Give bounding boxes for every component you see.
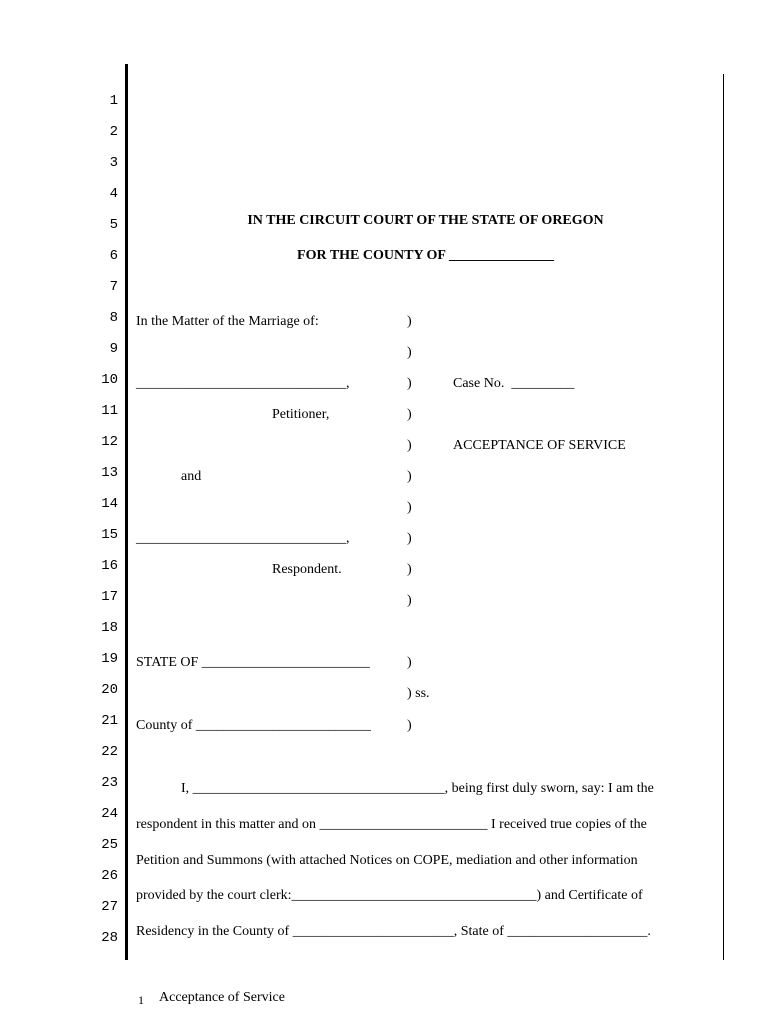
line-number: 23 (101, 775, 118, 791)
caption-paren: ) (407, 376, 412, 391)
line-number: 25 (101, 837, 118, 853)
line-number: 3 (109, 155, 118, 171)
respondent-name-blank: ______________________________, (136, 531, 350, 546)
case-number: Case No. _________ (453, 376, 575, 391)
line-number: 5 (109, 217, 118, 233)
caption-paren: ) (407, 438, 412, 453)
respondent-label: Respondent. (272, 562, 342, 577)
line-number: 20 (101, 682, 118, 698)
line-number: 28 (101, 930, 118, 946)
county-heading: FOR THE COUNTY OF _______________ (297, 248, 554, 263)
caption-paren: ) (407, 469, 412, 484)
and-label: and (181, 469, 202, 484)
body-line: respondent in this matter and on ________________________ I received true copies of the (136, 817, 647, 832)
court-heading: IN THE CIRCUIT COURT OF THE STATE OF OREGON (247, 213, 604, 228)
caption-paren: ) (407, 345, 412, 360)
body-line: Petition and Summons (with attached Notices on COPE, mediation and other information (136, 853, 638, 868)
document-title: ACCEPTANCE OF SERVICE (453, 438, 626, 453)
line-number: 1 (109, 93, 118, 109)
line-number: 21 (101, 713, 118, 729)
caption-paren: ) (407, 562, 412, 577)
line-number: 10 (101, 372, 118, 388)
line-number: 6 (109, 248, 118, 264)
venue-paren: ) (407, 718, 412, 733)
line-number: 22 (101, 744, 118, 760)
line-number: 4 (109, 186, 118, 202)
caption-paren: ) (407, 500, 412, 515)
line-number: 7 (109, 279, 118, 295)
body-line: I, ____________________________________, being first duly sworn, say: I am the (181, 781, 654, 796)
caption-paren: ) (407, 314, 412, 329)
footer-title: Acceptance of Service (159, 990, 285, 1005)
petitioner-name-blank: ______________________________, (136, 376, 350, 391)
caption-paren: ) (407, 407, 412, 422)
caption-paren: ) (407, 593, 412, 608)
line-number: 2 (109, 124, 118, 140)
line-number: 14 (101, 496, 118, 512)
line-number: 27 (101, 899, 118, 915)
venue-paren: ) (407, 655, 412, 670)
line-number: 17 (101, 589, 118, 605)
line-number: 8 (109, 310, 118, 326)
line-number: 19 (101, 651, 118, 667)
caption-paren: ) (407, 531, 412, 546)
matter-label: In the Matter of the Marriage of: (136, 314, 319, 329)
line-number: 9 (109, 341, 118, 357)
body-line: provided by the court clerk:___________________________________) and Certificate of (136, 888, 643, 903)
venue-state: STATE OF ________________________ (136, 655, 370, 670)
line-number: 11 (101, 403, 118, 419)
left-margin-rule (125, 64, 128, 960)
right-margin-rule (723, 74, 724, 960)
venue-county: County of _________________________ (136, 718, 371, 733)
line-number: 24 (101, 806, 118, 822)
line-number: 18 (101, 620, 118, 636)
body-line: Residency in the County of _______________________, State of ____________________. (136, 924, 651, 939)
line-number: 13 (101, 465, 118, 481)
line-number: 15 (101, 527, 118, 543)
line-number: 12 (101, 434, 118, 450)
petitioner-label: Petitioner, (272, 407, 330, 422)
venue-ss: ) ss. (407, 686, 430, 701)
line-number: 26 (101, 868, 118, 884)
footer-page-number: 1 (138, 993, 144, 1007)
line-number: 16 (101, 558, 118, 574)
